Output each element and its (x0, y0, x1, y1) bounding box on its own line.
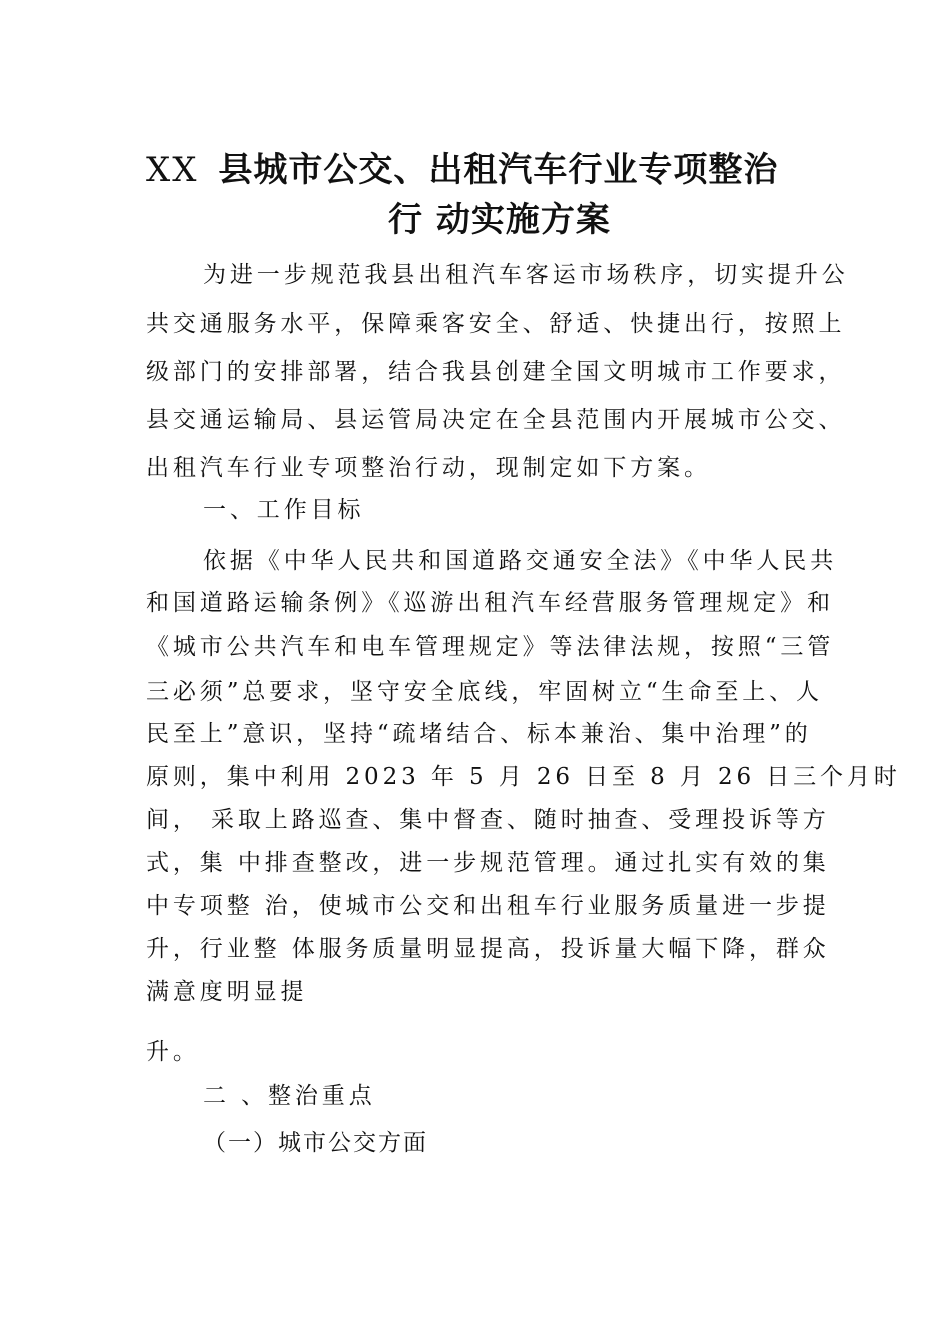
body-line: 满意度明显提 (146, 979, 308, 1005)
body-line: 依据《中华人民共和国道路交通安全法》《中华人民共 (203, 548, 838, 574)
section-heading-goals: 一、工作目标 (203, 497, 365, 523)
body-line: 中专项整 治，使城市公交和出租车行业服务质量进一步提 (146, 893, 830, 919)
intro-line: 共交通服务水平，保障乘客安全、舒适、快捷出行，按照上 (146, 311, 846, 337)
title-prefix: XX (146, 150, 199, 190)
document-title-line-1 (146, 142, 778, 191)
section-heading-focus: 二 、整治重点 (203, 1083, 376, 1109)
intro-line: 县交通运输局、县运管局决定在全县范围内开展城市公交、 (146, 407, 846, 433)
body-line: 式，集 中排查整改，进一步规范管理。通过扎实有效的集 (146, 850, 830, 876)
body-line: 间， 采取上路巡查、集中督查、随时抽查、受理投诉等方 (146, 807, 830, 833)
body-line: 原则，集中利用 2023 年 5 月 26 日至 8 月 26 日三个月时 (146, 764, 901, 790)
intro-line: 为进一步规范我县出租汽车客运市场秩序，切实提升公 (203, 262, 849, 288)
body-line: 升。 (146, 1039, 200, 1065)
intro-line: 级部门的安排部署，结合我县创建全国文明城市工作要求， (146, 359, 846, 385)
subsection-heading-bus: （一）城市公交方面 (203, 1130, 428, 1156)
body-line: 《城市公共汽车和电车管理规定》等法律法规，按照“三管 (146, 634, 835, 660)
body-line: 升，行业整 体服务质量明显提高，投诉量大幅下降，群众 (146, 936, 830, 962)
document-title-line-2: 行 动实施方案 (388, 200, 611, 240)
body-line: 和国道路运输条例》《巡游出租汽车经营服务管理规定》和 (146, 590, 834, 616)
title-text-1: 县城市公交、出租汽车行业专项整治 (218, 150, 779, 190)
intro-line: 出租汽车行业专项整治行动，现制定如下方案。 (146, 455, 711, 481)
body-line: 民至上”意识，坚持“疏堵结合、标本兼治、集中治理”的 (146, 721, 812, 747)
body-line: 三必须”总要求，坚守安全底线，牢固树立“生命至上、人 (146, 679, 823, 705)
